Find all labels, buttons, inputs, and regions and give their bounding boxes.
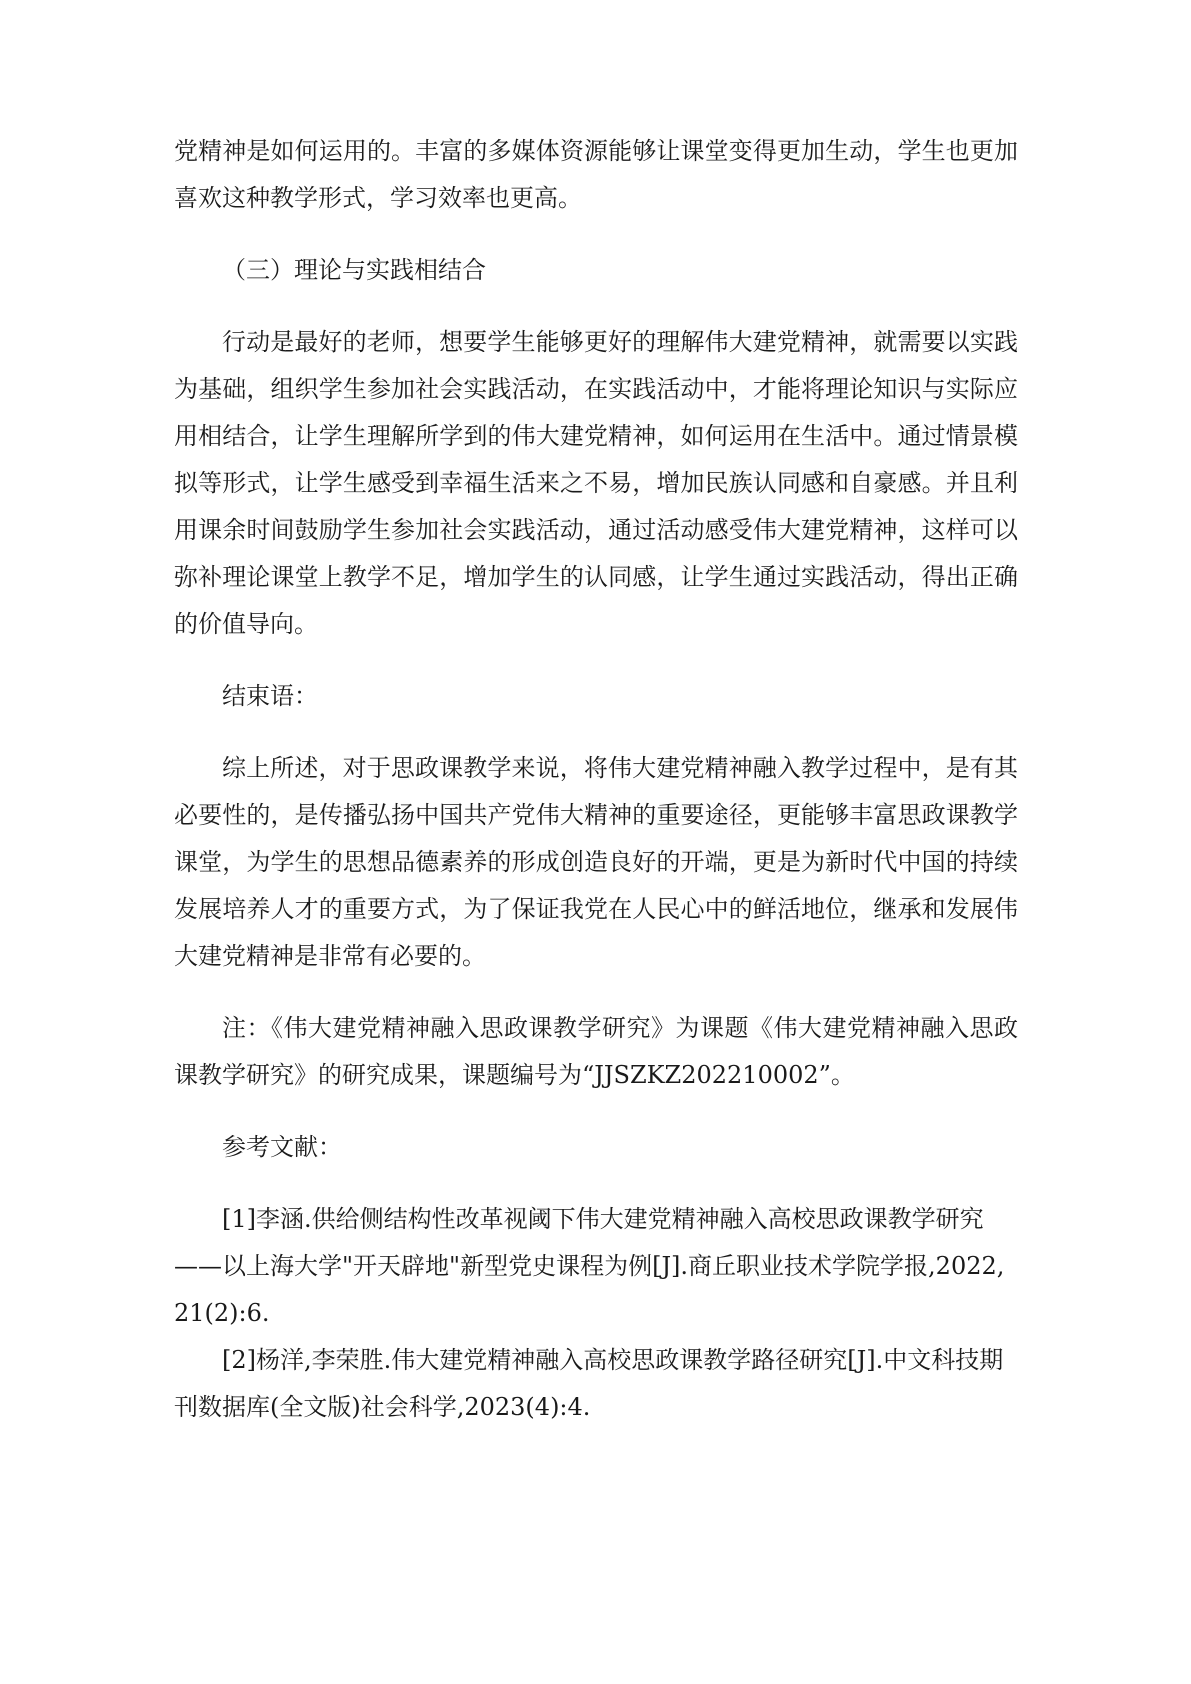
references-heading: 参考文献： xyxy=(222,1133,342,1161)
conclusion-paragraph: 综上所述，对于思政课教学来说，将伟大建党精神融入教学过程中，是有其必要性的，是传播弘扬中国共产党伟大精神的重要途径，更能够丰富思政课教学课堂，为学生的思想品德素养的形成创造良好的开端，更是为新时代中国的持续发展培养人才的重要方式，为了保证我党在人民心中的鲜活地位，继承和发展伟大建党精神是非常有必要的。 xyxy=(174,754,1018,970)
document-page xyxy=(174,128,1018,1431)
note-paragraph: 注：《伟大建党精神融入思政课教学研究》为课题《伟大建党精神融入思政课教学研究》的研究成果，课题编号为“JJSZKZ202210002”。 xyxy=(174,1014,1018,1089)
conclusion-heading: 结束语： xyxy=(222,682,318,710)
section-heading: （三）理论与实践相结合 xyxy=(222,256,486,284)
reference-item: [2]杨洋,李荣胜.伟大建党精神融入高校思政课教学路径研究[J].中文科技期刊数据库(全文版)社会科学,2023(4):4. xyxy=(174,1346,1004,1421)
reference-item: [1]李涵.供给侧结构性改革视阈下伟大建党精神融入高校思政课教学研究——以上海大学"开天辟地"新型党史课程为例[J].商丘职业技术学院学报,2022,21(2):6. xyxy=(174,1205,1005,1327)
reference-list xyxy=(174,1196,1018,1431)
practice-paragraph: 行动是最好的老师，想要学生能够更好的理解伟大建党精神，就需要以实践为基础，组织学生参加社会实践活动，在实践活动中，才能将理论知识与实际应用相结合，让学生理解所学到的伟大建党精神，如何运用在生活中。通过情景模拟等形式，让学生感受到幸福生活来之不易，增加民族认同感和自豪感。并且利用课余时间鼓励学生参加社会实践活动，通过活动感受伟大建党精神，这样可以弥补理论课堂上教学不足，增加学生的认同感，让学生通过实践活动，得出正确的价值导向。 xyxy=(174,328,1018,638)
continuation-paragraph: 党精神是如何运用的。丰富的多媒体资源能够让课堂变得更加生动，学生也更加喜欢这种教学形式，学习效率也更高。 xyxy=(174,137,1018,212)
